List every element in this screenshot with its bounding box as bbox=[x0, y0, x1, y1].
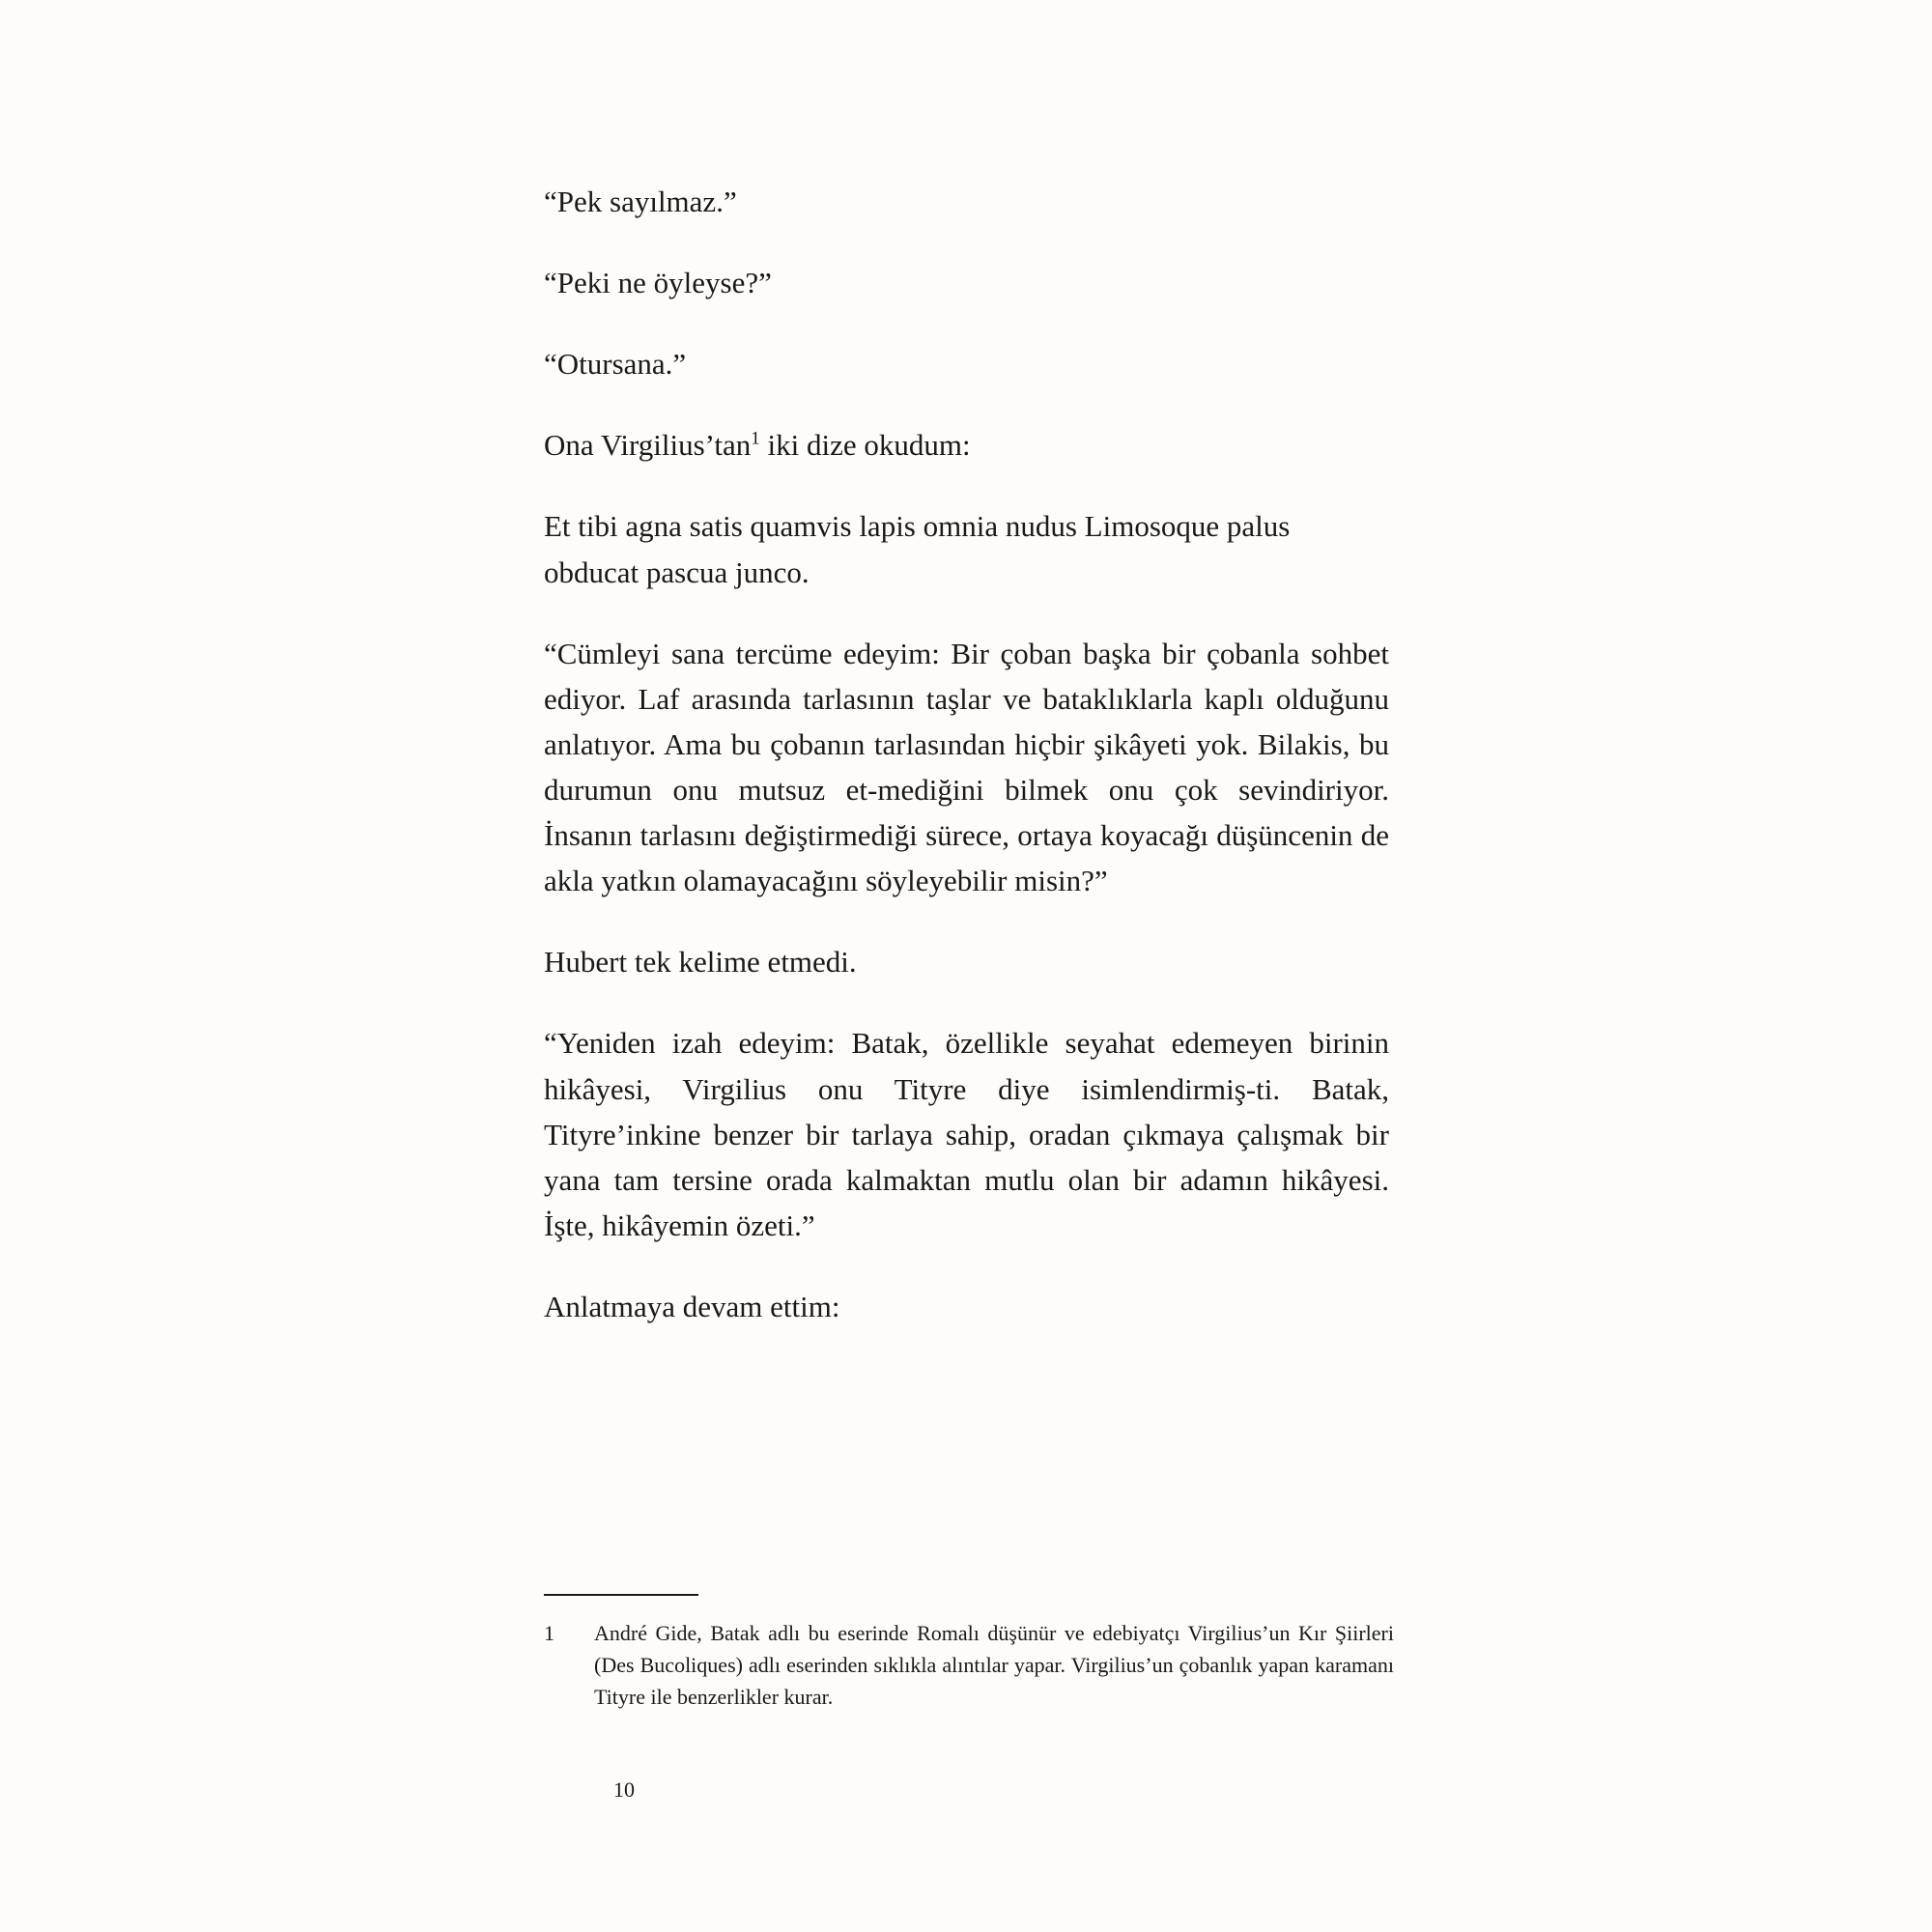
latin-verse-quote: Et tibi agna satis quamvis lapis omnia nudus Limosoque palus obducat pascua junco. bbox=[544, 509, 1291, 589]
footnote-area bbox=[544, 1594, 1394, 1713]
footnote-item bbox=[544, 1617, 1394, 1713]
footnote-text: André Gide, Batak adlı bu eserinde Romalı düşünür ve edebiyatçı Virgilius’un Kır Şiirleri (Des Bucoliques) adlı eserinden sıklıkla alıntılar yapar. Virgilius’un çobanlık yapan karamanı Tityre ile benzerlikler kurar. bbox=[594, 1621, 1394, 1709]
page-number: 10 bbox=[613, 1777, 635, 1802]
paragraph-9: Anlatmaya devam ettim: bbox=[544, 1289, 840, 1323]
footnote-separator-rule bbox=[544, 1594, 698, 1596]
paragraph-1: “Pek sayılmaz.” bbox=[544, 185, 737, 218]
paragraph-4-prefix: Ona Virgilius’tan bbox=[544, 428, 752, 463]
footnote-reference-1[interactable]: 1 bbox=[751, 429, 760, 449]
paragraph-4 bbox=[544, 422, 1389, 468]
paragraph-7: Hubert tek kelime etmedi. bbox=[544, 945, 857, 980]
paragraph-3: “Otursana.” bbox=[544, 347, 687, 382]
paragraph-6: “Cümleyi sana tercüme edeyim: Bir çoban başka bir çobanla sohbet ediyor. Laf arasında tarlasının taşlar ve bataklıklarla kaplı olduğunu anlatıyor. Ama bu çobanın tarlasından hiçbir şikâyeti yok. Bilakis, bu durumun onu mutsuz et-mediğini bilmek onu çok sevindiriyor. İnsanın tarlasını değiştirmediği sürece, ortaya koyacağı düşüncenin de akla yatkın olamayacağını söyleyebilir misin?” bbox=[544, 636, 1389, 898]
footnote-number: 1 bbox=[544, 1621, 554, 1645]
paragraph-4-suffix: iki dize okudum: bbox=[759, 428, 971, 463]
paragraph-8: “Yeniden izah edeyim: Batak, özellikle seyahat edemeyen birinin hikâyesi, Virgilius onu Tityre diye isimlendirmiş-ti. Batak, Tityre’inkine benzer bir tarlaya sahip, oradan çıkmaya çalışmak bir yana tam tersine orada kalmaktan mutlu olan bir adamın hikâyesi. İşte, hikâyemin özeti.” bbox=[544, 1026, 1389, 1242]
paragraph-2: “Peki ne öyleyse?” bbox=[544, 266, 772, 300]
page-text-block bbox=[544, 179, 1389, 1365]
